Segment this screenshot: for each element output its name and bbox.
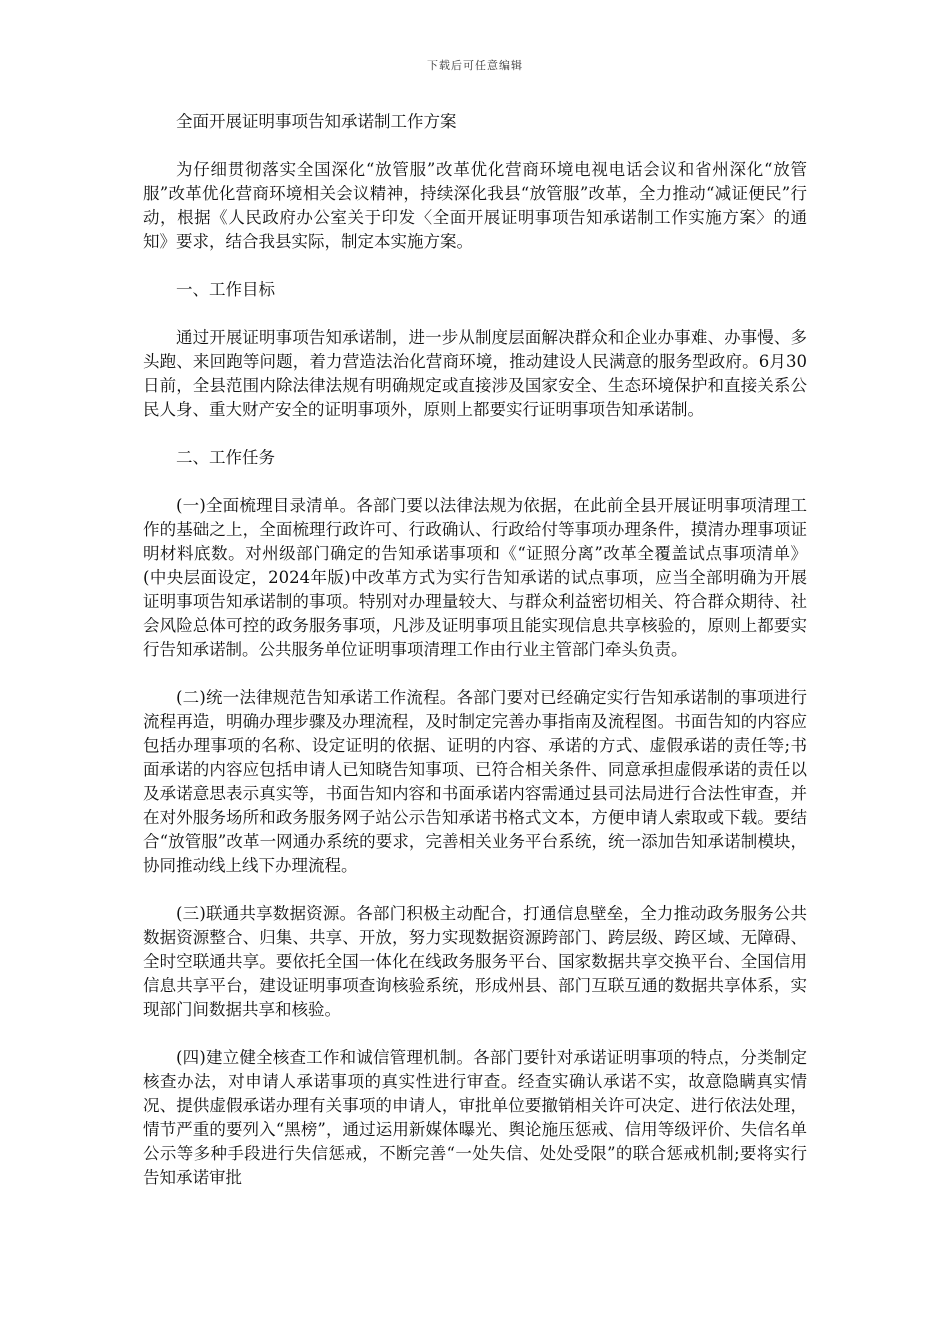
paragraph-task-3: (三)联通共享数据资源。各部门积极主动配合，打通信息壁垒，全力推动政务服务公共数据资源整合、归集、共享、开放，努力实现数据资源跨部门、跨层级、跨区域、无障碍、全时空联通共享。要依托全国一体化在线政务服务平台、国家数据共享交换平台、全国信用信息共享平台，建设证明事项查询核验系统，形成州县、部门互联互通的数据共享体系，实现部门间数据共享和核验。 bbox=[143, 904, 807, 1019]
section-heading-tasks: 二、工作任务 bbox=[176, 448, 275, 467]
paragraph-task-4: (四)建立健全核查工作和诚信管理机制。各部门要针对承诺证明事项的特点，分类制定核查办法，对申请人承诺事项的真实性进行审查。经查实确认承诺不实，故意隐瞒真实情况、提供虚假承诺办理有关事项的申请人，审批单位要撤销相关许可决定、进行依法处理，情节严重的要列入“黑榜”，通过运用新媒体曝光、舆论施压惩戒、信用等级评价、失信名单公示等多种手段进行失信惩戒，不断完善“一处失信、处处受限”的联合惩戒机制;要将实行告知承诺审批 bbox=[143, 1048, 807, 1187]
paragraph-intro: 为仔细贯彻落实全国深化“放管服”改革优化营商环境电视电话会议和省州深化“放管服”改革优化营商环境相关会议精神，持续深化我县“放管服”改革，全力推动“减证便民”行动，根据《人民政府办公室关于印发〈全面开展证明事项告知承诺制工作实施方案〉的通知》要求，结合我县实际，制定本实施方案。 bbox=[143, 160, 807, 251]
section-heading-goals: 一、工作目标 bbox=[176, 280, 275, 299]
paragraph-goals: 通过开展证明事项告知承诺制，进一步从制度层面解决群众和企业办事难、办事慢、多头跑、来回跑等问题，着力营造法治化营商环境，推动建设人民满意的服务型政府。6月30日前，全县范围内除法律法规有明确规定或直接涉及国家安全、生态环境保护和直接关系公民人身、重大财产安全的证明事项外，原则上都要实行证明事项告知承诺制。 bbox=[143, 328, 807, 419]
paragraph-task-2: (二)统一法律规范告知承诺工作流程。各部门要对已经确定实行告知承诺制的事项进行流程再造，明确办理步骤及办理流程，及时制定完善办事指南及流程图。书面告知的内容应包括办理事项的名称、设定证明的依据、证明的内容、承诺的方式、虚假承诺的责任等;书面承诺的内容应包括申请人已知晓告知事项、已符合相关条件、同意承担虚假承诺的责任以及承诺意思表示真实等，书面告知内容和书面承诺内容需通过县司法局进行合法性审查，并在对外服务场所和政务服务网子站公示告知承诺书格式文本，方便申请人索取或下载。要结合“放管服”改革一网通办系统的要求，完善相关业务平台系统，统一添加告知承诺制模块，协同推动线上线下办理流程。 bbox=[143, 688, 807, 875]
document-body bbox=[143, 110, 807, 1214]
header-note: 下载后可任意编辑 bbox=[427, 59, 523, 72]
document-title: 全面开展证明事项告知承诺制工作方案 bbox=[176, 112, 457, 131]
paragraph-task-1: (一)全面梳理目录清单。各部门要以法律法规为依据，在此前全县开展证明事项清理工作的基础之上，全面梳理行政许可、行政确认、行政给付等事项办理条件，摸清办理事项证明材料底数。对州级部门确定的告知承诺事项和《“证照分离”改革全覆盖试点事项清单》(中央层面设定，2024年版)中改革方式为实行告知承诺的试点事项，应当全部明确为开展证明事项告知承诺制的事项。特别对办理量较大、与群众利益密切相关、符合群众期待、社会风险总体可控的政务服务事项，凡涉及证明事项且能实现信息共享核验的，原则上都要实行告知承诺制。公共服务单位证明事项清理工作由行业主管部门牵头负责。 bbox=[143, 496, 807, 659]
